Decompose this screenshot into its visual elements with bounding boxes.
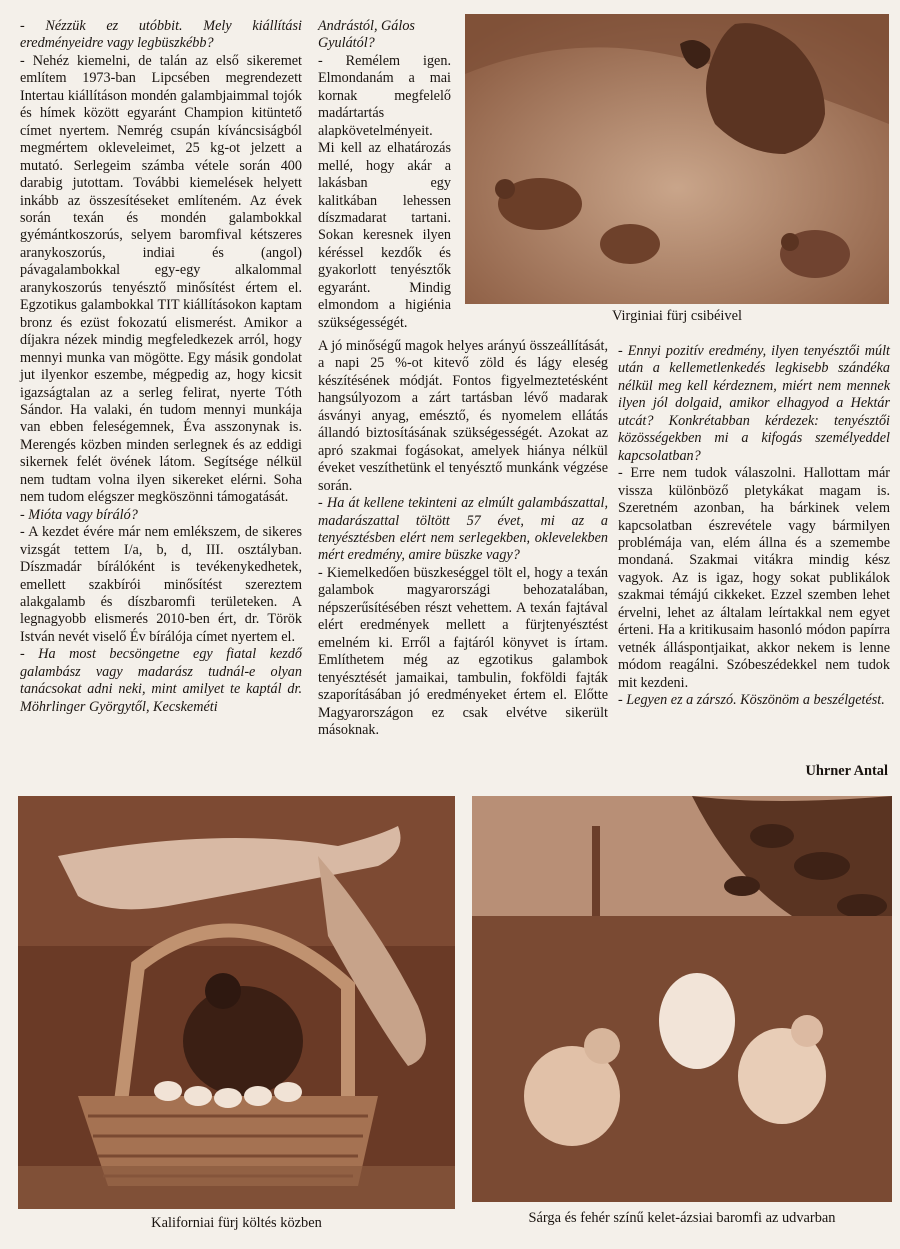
answer-paragraph: - Remélem igen. Elmondanám a mai kornak megfelelő madártartás alapkövetelményeit. Mi kell az elhatározás mellé, hogy akár a lakásban egy kalitkában lehessen díszmadarat tartani. Sokan keresnek ilyen kéréssel kezdők és gyakorlott tenyésztők egyaránt. Mindig elmondom a higiénia szükségességét. — [318, 52, 451, 331]
silkie-illustration — [472, 796, 892, 1202]
basket-illustration — [18, 796, 455, 1209]
answer-paragraph: - Kiemelkedően büszkeséggel tölt el, hogy a texán galambok magyarországi behozatalában, népszerűsítésében részt vehettem. A texán fajtával elért eredmények mellett a fürjtenyésztést emelném ki. Erről a fajtáról könyvet is írtam. Említhetem még az egzotikus galambok tenyésztését jamaikai, tambulin, fokföldi fajták szaporításában jó eredményeket értem el. Előtte Magyarországon ez csak elvétve sikerült másoknak. — [318, 564, 608, 738]
answer-paragraph: A jó minőségű magok helyes arányú összeállítását, a napi 25 %-ot kitevő zöld és lágy eleség készítésének módját. Fontos figyelmeztetésként hangsúlyozom a zárt tartásban lévő madarak ásványi anyag, emésztő, és nyomelem ellátás állandó biztosításának szükségességét. Azokat az apró szakmai fogásokat, amelyek hiánya nélkül éveket veszíthetünk el tenyésztő munkánk végzése során. — [318, 338, 608, 494]
question-paragraph: - Ennyi pozitív eredmény, ilyen tenyésztői múlt után a kellemetlenkedés legkisebb szándéka nélkül meg kell kérdeznem, miért nem mennek ilyen jól dolgaid, amikor elhagyod a Hektár utcát? Konkrétabban kérdezek: tenyésztői közösségekben mi a kifogás személyeddel kapcsolatban? — [618, 343, 890, 464]
text-column-1 — [20, 18, 302, 716]
question-paragraph: - Nézzük ez utóbbit. Mely kiállítási eredményeidre vagy legbüszkébb? — [20, 18, 302, 52]
text-column-2-top — [318, 18, 451, 332]
text-column-3 — [618, 343, 890, 710]
question-paragraph: - Ha most becsöngetne egy fiatal kezdő galambász vagy madarász tudnál-e olyan tanácsokat adni neki, mint amilyet te kaptál dr. Möhrlinger Györgytől, Kecskeméti — [20, 646, 302, 715]
silkie-photo — [472, 796, 892, 1202]
quail-photo — [465, 14, 889, 304]
basket-caption: Kaliforniai fürj költés közben — [151, 1215, 322, 1231]
author-signature: Uhrner Antal — [805, 763, 888, 779]
question-paragraph: Andrástól, Gálos Gyulától? — [318, 18, 415, 52]
answer-paragraph: - Nehéz kiemelni, de talán az első sikeremet említem 1973-ban Lipcsében megrendezett Intertau kiállításon mondén galambjaimmal tojók és hímek között egyaránt Champion kitüntető címet nyertem. Nemrég csupán kíváncsiságból megmértem okleveleimet, 25 kg-ot jelzett a mutató. Serlegeim számba vétele során 400 darabig jutottam. További kiemelések helyett inkább az összesítéseket említeném. Az évek során texán és mondén galambokkal gyémántkoszorús, selyem baromfival kétszeres aranykoszorús, indiai és (angol) pávagalambokkal egy-egy alkalommal aranykoszorús tenyésztő minősítést értem el. Egzotikus galambokkal TIT kiállításokon kaptam bronz és ezüst fokozatú elismerést. Amikor a díjakra nézek mindig megfeledkezek arról, hogy mennyi munka van mögötte. Egy másik gondolat jut ilyenkor eszembe, mégpedig az, hogy kicsit igazságtalan az a serleg felirat, nyerte Tóth Sándor. Ha valaki, én tudom mennyi munkája van ebben feleségemnek, Éva asszonynak is. Merengés közben minden serlegnek és az eddigi sikernek felét övének látom. Segítsége nélkül nem tudtam volna ilyen sikereket elérni. Soha nem tudom elégszer megköszönni támogatását. — [20, 52, 302, 506]
quail-caption: Virginiai fürj csibéivel — [612, 308, 742, 324]
question-paragraph: - Ha át kellene tekinteni az elmúlt galambászattal, madarászattal töltött 57 évet, mi az a tenyésztésben elért nem serlegekben, oklevelekben mért eredmény, amire büszke vagy? — [318, 495, 608, 564]
quail-illustration — [465, 14, 889, 304]
question-paragraph: - Legyen ez a zárszó. Köszönöm a beszélgetést. — [618, 692, 885, 709]
basket-photo — [18, 796, 455, 1209]
answer-paragraph: - Erre nem tudok válaszolni. Hallottam már vissza különböző pletykákat magam is. Szeretném azonban, ha bárkinek velem kapcsolatban észrevétele vagy bármilyen problémája van, elém állna és a szemembe mondaná. Szakmai vitákra mindig kész vagyok. Az is igaz, hogy sokat publikálok szakmai témájú cikkeket. Ezzel szemben lehet érvelni, lehet az általam leírtakkal nem egyet érteni. Ha a kritikusaim hasonló módon papírra vetnék álláspontjaikat, akkor nekem is lenne módom reagálni. Szóbeszédekkel nem tudok mit kezdeni. — [618, 465, 890, 691]
answer-paragraph: - A kezdet évére már nem emlékszem, de sikeres vizsgát tettem I/a, b, d, III. osztályban. Díszmadár bírálóként is tevékenykedhetek, emellett szakbírói minősítést szereztem alakgalamb és díszbaromfi területeken. A legnagyobb elismerés 2010-ben ért, dr. Török István nevét viselő Év bírálója címet nyertem el. — [20, 524, 302, 645]
text-column-2-bottom — [318, 338, 608, 739]
question-paragraph: - Mióta vagy bíráló? — [20, 506, 138, 523]
silkie-caption: Sárga és fehér színű kelet-ázsiai baromfi az udvarban — [528, 1210, 836, 1226]
